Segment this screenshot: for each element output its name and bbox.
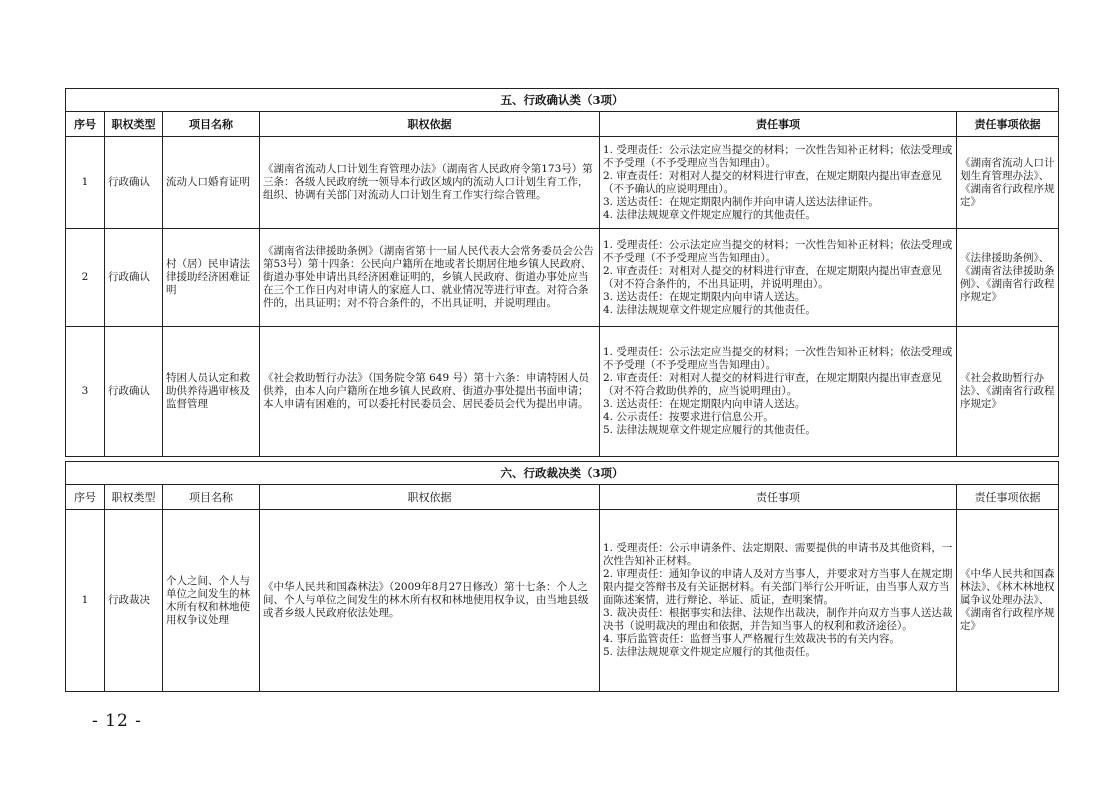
table-header-row — [66, 485, 1059, 510]
duty-item: 1. 受理责任：公示法定应当提交的材料；一次性告知补正材料；依法受理或不予受理（不予受理应当告知理由）。 — [603, 238, 953, 264]
row-duty-basis: 《湖南省流动人口计划生育管理办法》、《湖南省行政程序规定》 — [957, 137, 1059, 229]
row-name: 特困人员认定和救助供养待遇审核及监督管理 — [163, 327, 260, 457]
row-number: 3 — [66, 327, 105, 457]
duty-item: 4. 事后监管责任：监督当事人严格履行生效裁决书的有关内容。 — [603, 633, 900, 645]
row-number: 2 — [66, 229, 105, 327]
row-duties — [600, 229, 957, 327]
row-name: 村（居）民申请法律援助经济困难证明 — [163, 229, 260, 327]
row-duties — [600, 510, 957, 692]
page-number: - 12 - — [92, 711, 142, 731]
section-title: 六、行政裁决类（3项） — [66, 462, 1059, 485]
header-name: 项目名称 — [163, 112, 260, 137]
row-basis: 《中华人民共和国森林法》（2009年8月27日修改）第十七条：个人之间、个人与单位之间发生的林木所有权和林地使用权争议，由当地县级或者乡级人民政府依法处理。 — [260, 510, 600, 692]
row-name: 个人之间、个人与单位之间发生的林木所有权和林地使用权争议处理 — [163, 510, 260, 692]
row-name: 流动人口婚育证明 — [163, 137, 260, 229]
row-type: 行政确认 — [105, 229, 163, 327]
table-row — [66, 327, 1059, 457]
table-row — [66, 510, 1059, 692]
duty-item: 4. 公示责任：按要求进行信息公开。 — [603, 411, 774, 423]
duty-item: 4. 法律法规规章文件规定应履行的其他责任。 — [603, 303, 816, 316]
row-type: 行政确认 — [105, 327, 163, 457]
header-type: 职权类型 — [105, 485, 163, 510]
duty-item: 4. 法律法规规章文件规定应履行的其他责任。 — [603, 208, 816, 221]
header-seq: 序号 — [66, 112, 105, 137]
duty-item: 2. 审查责任：对相对人提交的材料进行审查，在规定期限内提出审查意见（对不符合条件的，不出具证明，并说明理由）。 — [603, 264, 942, 290]
row-number: 1 — [66, 137, 105, 229]
row-basis: 《湖南省法律援助条例》（湖南省第十一届人民代表大会常务委员会公告第53号）第十四条：公民向户籍所在地或者长期居住地乡镇人民政府、街道办事处申请出具经济困难证明的，乡镇人民政府、街道办事处应当在三个工作日内对申请人的家庭人口、就业情况等进行审查。对符合条件的，出具证明；对不符合条件的，不出具证明，并说明理由。 — [260, 229, 600, 327]
row-duty-basis: 《社会救助暂行办法》、《湖南省行政程序规定》 — [957, 327, 1059, 457]
header-name: 项目名称 — [163, 485, 260, 510]
header-duty-basis: 责任事项依据 — [957, 112, 1059, 137]
row-basis: 《社会救助暂行办法》（国务院令第 649 号）第十六条：申请特困人员供养，由本人向户籍所在地乡镇人民政府、街道办事处提出书面申请；本人申请有困难的，可以委托村民委员会、居民委员会代为提出申请。 — [260, 327, 600, 457]
header-basis: 职权依据 — [260, 112, 600, 137]
header-basis: 职权依据 — [260, 485, 600, 510]
header-duties: 责任事项 — [600, 485, 957, 510]
table-row — [66, 229, 1059, 327]
administrative-confirmation-table — [65, 88, 1059, 457]
duty-item: 2. 审查责任：对相对人提交的材料进行审查，在规定期限内提出审查意见（对不符合救助供养的，应当说明理由）。 — [603, 372, 942, 397]
header-seq: 序号 — [66, 485, 105, 510]
section-title: 五、行政确认类（3项） — [66, 89, 1059, 112]
duty-item: 1. 受理责任：公示法定应当提交的材料；一次性告知补正材料；依法受理或不予受理（不予受理应当告知理由）。 — [603, 346, 953, 371]
row-type: 行政确认 — [105, 137, 163, 229]
duty-item: 1. 受理责任：公示法定应当提交的材料；一次性告知补正材料；依法受理或不予受理（不予受理应当告知理由）。 — [603, 143, 953, 169]
table-row — [66, 137, 1059, 229]
duty-item: 5. 法律法规规章文件规定应履行的其他责任。 — [603, 424, 816, 436]
header-duties: 责任事项 — [600, 112, 957, 137]
duty-item: 3. 送达责任：在规定期限内制作并向申请人送达法律证件。 — [603, 195, 879, 208]
duty-item: 5. 法律法规规章文件规定应履行的其他责任。 — [603, 646, 816, 658]
table-header-row — [66, 112, 1059, 137]
row-duties — [600, 327, 957, 457]
administrative-ruling-table — [65, 461, 1059, 692]
duty-item: 3. 送达责任：在规定期限内向申请人送达。 — [603, 290, 806, 303]
duty-item: 3. 裁决责任：根据事实和法律、法规作出裁决，制作并向双方当事人送达裁决书（说明裁决的理由和依据，并告知当事人的权利和救济途径）。 — [603, 607, 953, 632]
row-duty-basis: 《法律援助条例》、《湖南省法律援助条例》、《湖南省行政程序规定》 — [957, 229, 1059, 327]
duty-item: 2. 审查责任：对相对人提交的材料进行审查，在规定期限内提出审查意见（不予确认的应说明理由）。 — [603, 169, 942, 195]
duty-item: 2. 审理责任：通知争议的申请人及对方当事人，并要求对方当事人在规定期限内提交答辩书及有关证据材料。有关部门举行公开听证，由当事人双方当面陈述案情，进行辩论、举证、质证，查明案情。 — [603, 568, 953, 606]
row-basis: 《湖南省流动人口计划生育管理办法》（湖南省人民政府令第173号）第三条：各级人民政府统一领导本行政区域内的流动人口计划生育工作，组织、协调有关部门对流动人口计划生育工作实行综合管理。 — [260, 137, 600, 229]
row-type: 行政裁决 — [105, 510, 163, 692]
duty-item: 1. 受理责任：公示申请条件、法定期限、需要提供的申请书及其他资料，一次性告知补正材料。 — [603, 542, 953, 567]
row-number: 1 — [66, 510, 105, 692]
duty-item: 3. 送达责任：在规定期限内向申请人送达。 — [603, 398, 806, 410]
header-duty-basis: 责任事项依据 — [957, 485, 1059, 510]
row-duty-basis: 《中华人民共和国森林法》、《林木林地权属争议处理办法》、《湖南省行政程序规定》 — [957, 510, 1059, 692]
header-type: 职权类型 — [105, 112, 163, 137]
row-duties — [600, 137, 957, 229]
